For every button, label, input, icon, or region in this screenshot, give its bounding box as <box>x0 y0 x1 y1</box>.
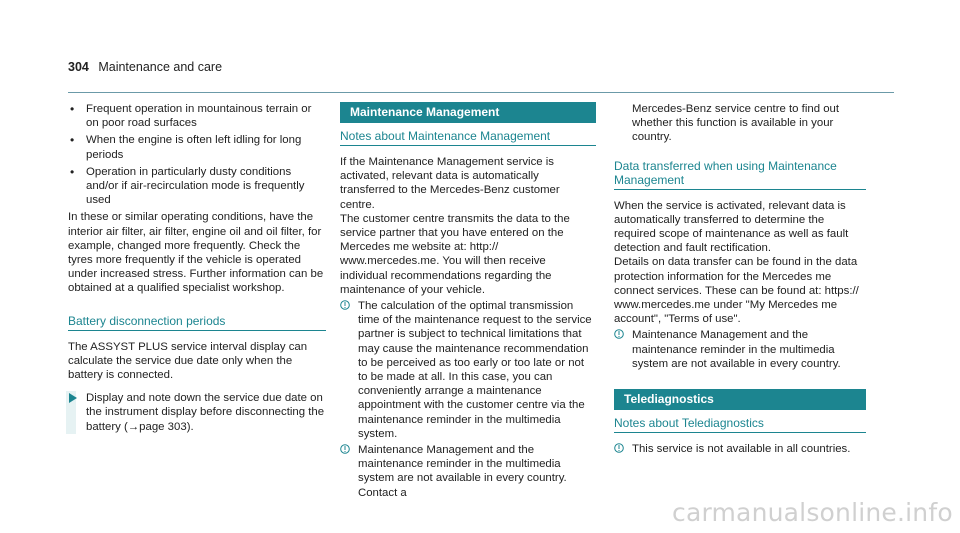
list-item: • Frequent operation in mountainous terrain or on poor road surfaces <box>70 102 312 130</box>
note: This service is not available in all countries. <box>614 442 866 456</box>
note: Maintenance Management and the maintenance reminder in the multimedia system are not available in every country. <box>614 328 866 371</box>
info-icon <box>340 300 350 310</box>
column-right <box>614 102 866 456</box>
action-arrow-icon <box>69 393 77 403</box>
section-bar-maintenance: Maintenance Management <box>340 102 596 123</box>
data-transfer-paragraph-2: Details on data transfer can be found in the data protection information for the Mercedes me connect services. These can be found at: https:// www.mercedes.me under "My Mercedes me account", "Terms of use". <box>614 256 859 326</box>
info-icon <box>614 443 624 453</box>
info-icon <box>340 444 350 454</box>
header-divider <box>68 92 894 93</box>
continued-note-text: Mercedes-Benz service centre to find out whether this function is available in your country. <box>632 103 840 144</box>
bullet-icon: • <box>70 164 75 179</box>
info-icon <box>614 329 624 339</box>
list-item: • When the engine is often left idling for long periods <box>70 133 302 161</box>
telediagnostics-notes-heading: Notes about Telediagnostics <box>614 416 866 433</box>
arrow-right-icon: → <box>127 420 140 433</box>
list-item: • Operation in particularly dusty conditions and/or if air-recirculation mode is frequently used <box>70 164 305 207</box>
bullet-icon: • <box>70 102 75 116</box>
page-number: 304 <box>68 60 89 74</box>
maintenance-paragraph-2: The customer centre transmits the data to the service partner that you have entered on the Mercedes me website at: http:// www.mercedes.me. You will then receive individual recommendations regarding the maintenance of your vehicle. <box>340 212 570 296</box>
note: Maintenance Management and the maintenance reminder in the multimedia system are not available in every country. Contact a <box>340 443 596 500</box>
maintenance-paragraph-1: If the Maintenance Management service is activated, relevant data is automatically transferred to the Mercedes-Benz customer centre. <box>340 156 560 211</box>
column-left <box>68 102 326 434</box>
maintenance-notes-heading: Notes about Maintenance Management <box>340 129 596 146</box>
page-header <box>68 60 222 74</box>
note: The calculation of the optimal transmission time of the maintenance request to the service partner is subject to technical limitations that may cause the maintenance recommendation to be perceived as too early or too late or not to be made at all. In this case, you can conveniently arrange a maintenance appointment with the customer centre via the maintenance reminder in the multimedia system. <box>340 299 596 441</box>
data-transfer-paragraph-1: When the service is activated, relevant data is automatically transferred to determine the required scope of maintenance as well as fault detection and fault rectification. <box>614 199 849 255</box>
column-middle <box>340 102 596 500</box>
action-step: Display and note down the service due date on the instrument display before disconnecting the battery (→page 303). <box>68 391 326 434</box>
battery-heading: Battery disconnection periods <box>68 314 326 331</box>
section-title: Maintenance and care <box>98 60 223 74</box>
page-link[interactable]: page 303 <box>139 420 187 433</box>
watermark: carmanualsonline.info <box>672 498 953 527</box>
bullet-icon: • <box>70 133 75 148</box>
section-bar-telediagnostics: Telediagnostics <box>614 389 866 410</box>
battery-text: The ASSYST PLUS service interval display can calculate the service due date only when the battery is connected. <box>68 340 308 382</box>
conditions-paragraph: In these or similar operating conditions, have the interior air filter, air filter, engine oil and oil filter, for example, changed more frequently. Check the tyres more frequently if the vehicle is operated under increased stress. Further information can be obtained at a qualified specialist workshop. <box>68 211 324 295</box>
data-transfer-heading: Data transferred when using Maintenance Management <box>614 159 866 190</box>
condition-list <box>68 102 326 207</box>
